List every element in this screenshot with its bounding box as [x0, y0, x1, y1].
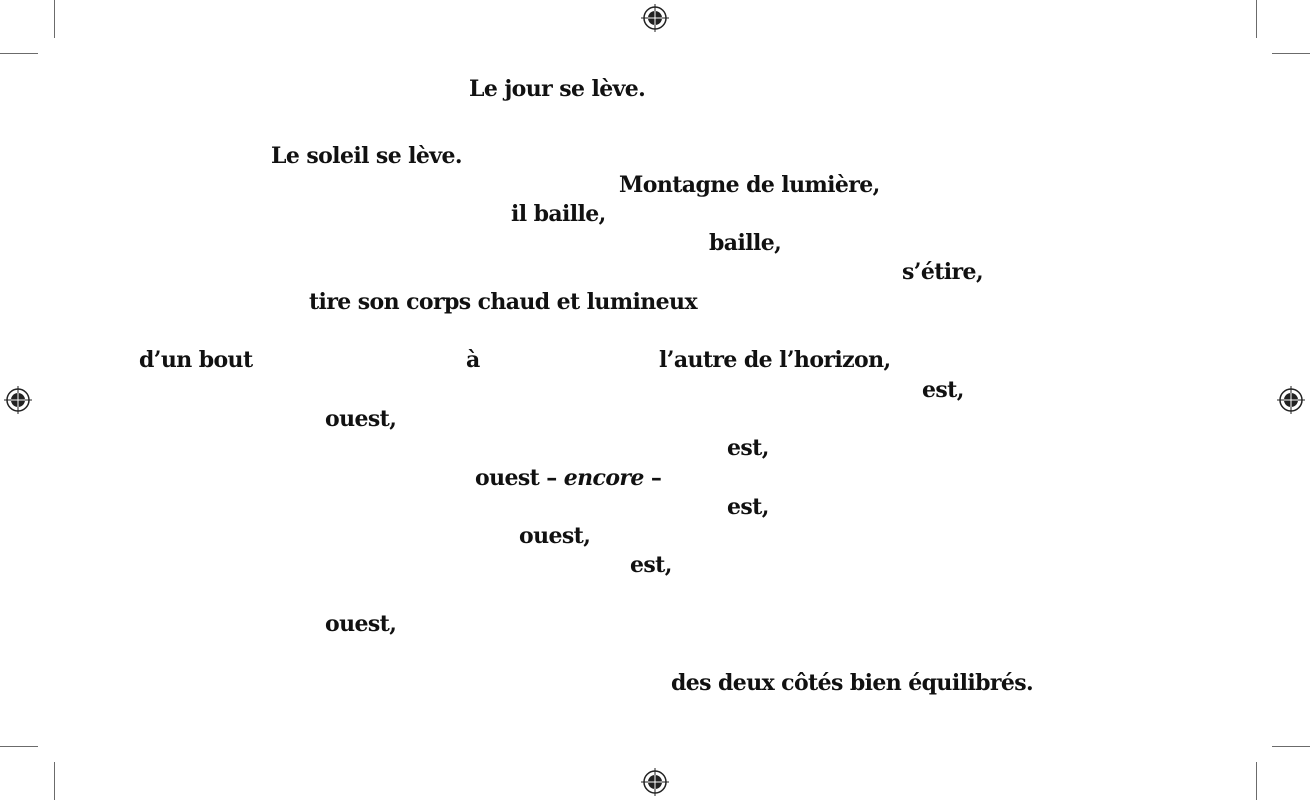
poem-line: tire son corps chaud et lumineux	[309, 289, 697, 315]
poem-line: ouest,	[325, 611, 397, 637]
registration-mark-icon	[640, 767, 670, 797]
poem-line: baille,	[709, 230, 782, 256]
poem-line: Le jour se lève.	[469, 76, 646, 102]
poem-line: est,	[727, 494, 769, 520]
poem-line: est,	[630, 552, 672, 578]
poem-line: Montagne de lumière,	[619, 172, 880, 198]
poem-line-fragment: d’un bout	[139, 347, 253, 373]
poem-line: des deux côtés bien équilibrés.	[671, 670, 1034, 696]
crop-mark-top-right-vertical	[1256, 0, 1257, 38]
poem-line-fragment: l’autre de l’horizon,	[659, 347, 891, 373]
registration-mark-icon	[3, 385, 33, 415]
encore-suffix: –	[643, 465, 662, 491]
poem-line: ouest,	[325, 406, 397, 432]
crop-mark-top-left-horizontal	[0, 53, 38, 54]
registration-mark-icon	[640, 3, 670, 33]
crop-mark-bottom-right-horizontal	[1272, 746, 1310, 747]
poem-line: ouest,	[519, 523, 591, 549]
encore-emphasis: encore	[563, 465, 644, 491]
poem-line-encore	[475, 464, 661, 492]
poem-line: il baille,	[511, 201, 606, 227]
crop-mark-bottom-left-horizontal	[0, 746, 38, 747]
crop-mark-top-left-vertical	[54, 0, 55, 38]
crop-mark-top-right-horizontal	[1272, 53, 1310, 54]
poem-line: est,	[727, 435, 769, 461]
crop-mark-bottom-right-vertical	[1256, 762, 1257, 800]
poem-line-fragment: à	[466, 347, 480, 373]
poem-line: s’étire,	[902, 259, 984, 285]
crop-mark-bottom-left-vertical	[54, 762, 55, 800]
encore-prefix: ouest –	[475, 465, 564, 491]
registration-mark-icon	[1276, 385, 1306, 415]
poem-line: est,	[922, 377, 964, 403]
poem-line: Le soleil se lève.	[271, 143, 462, 169]
